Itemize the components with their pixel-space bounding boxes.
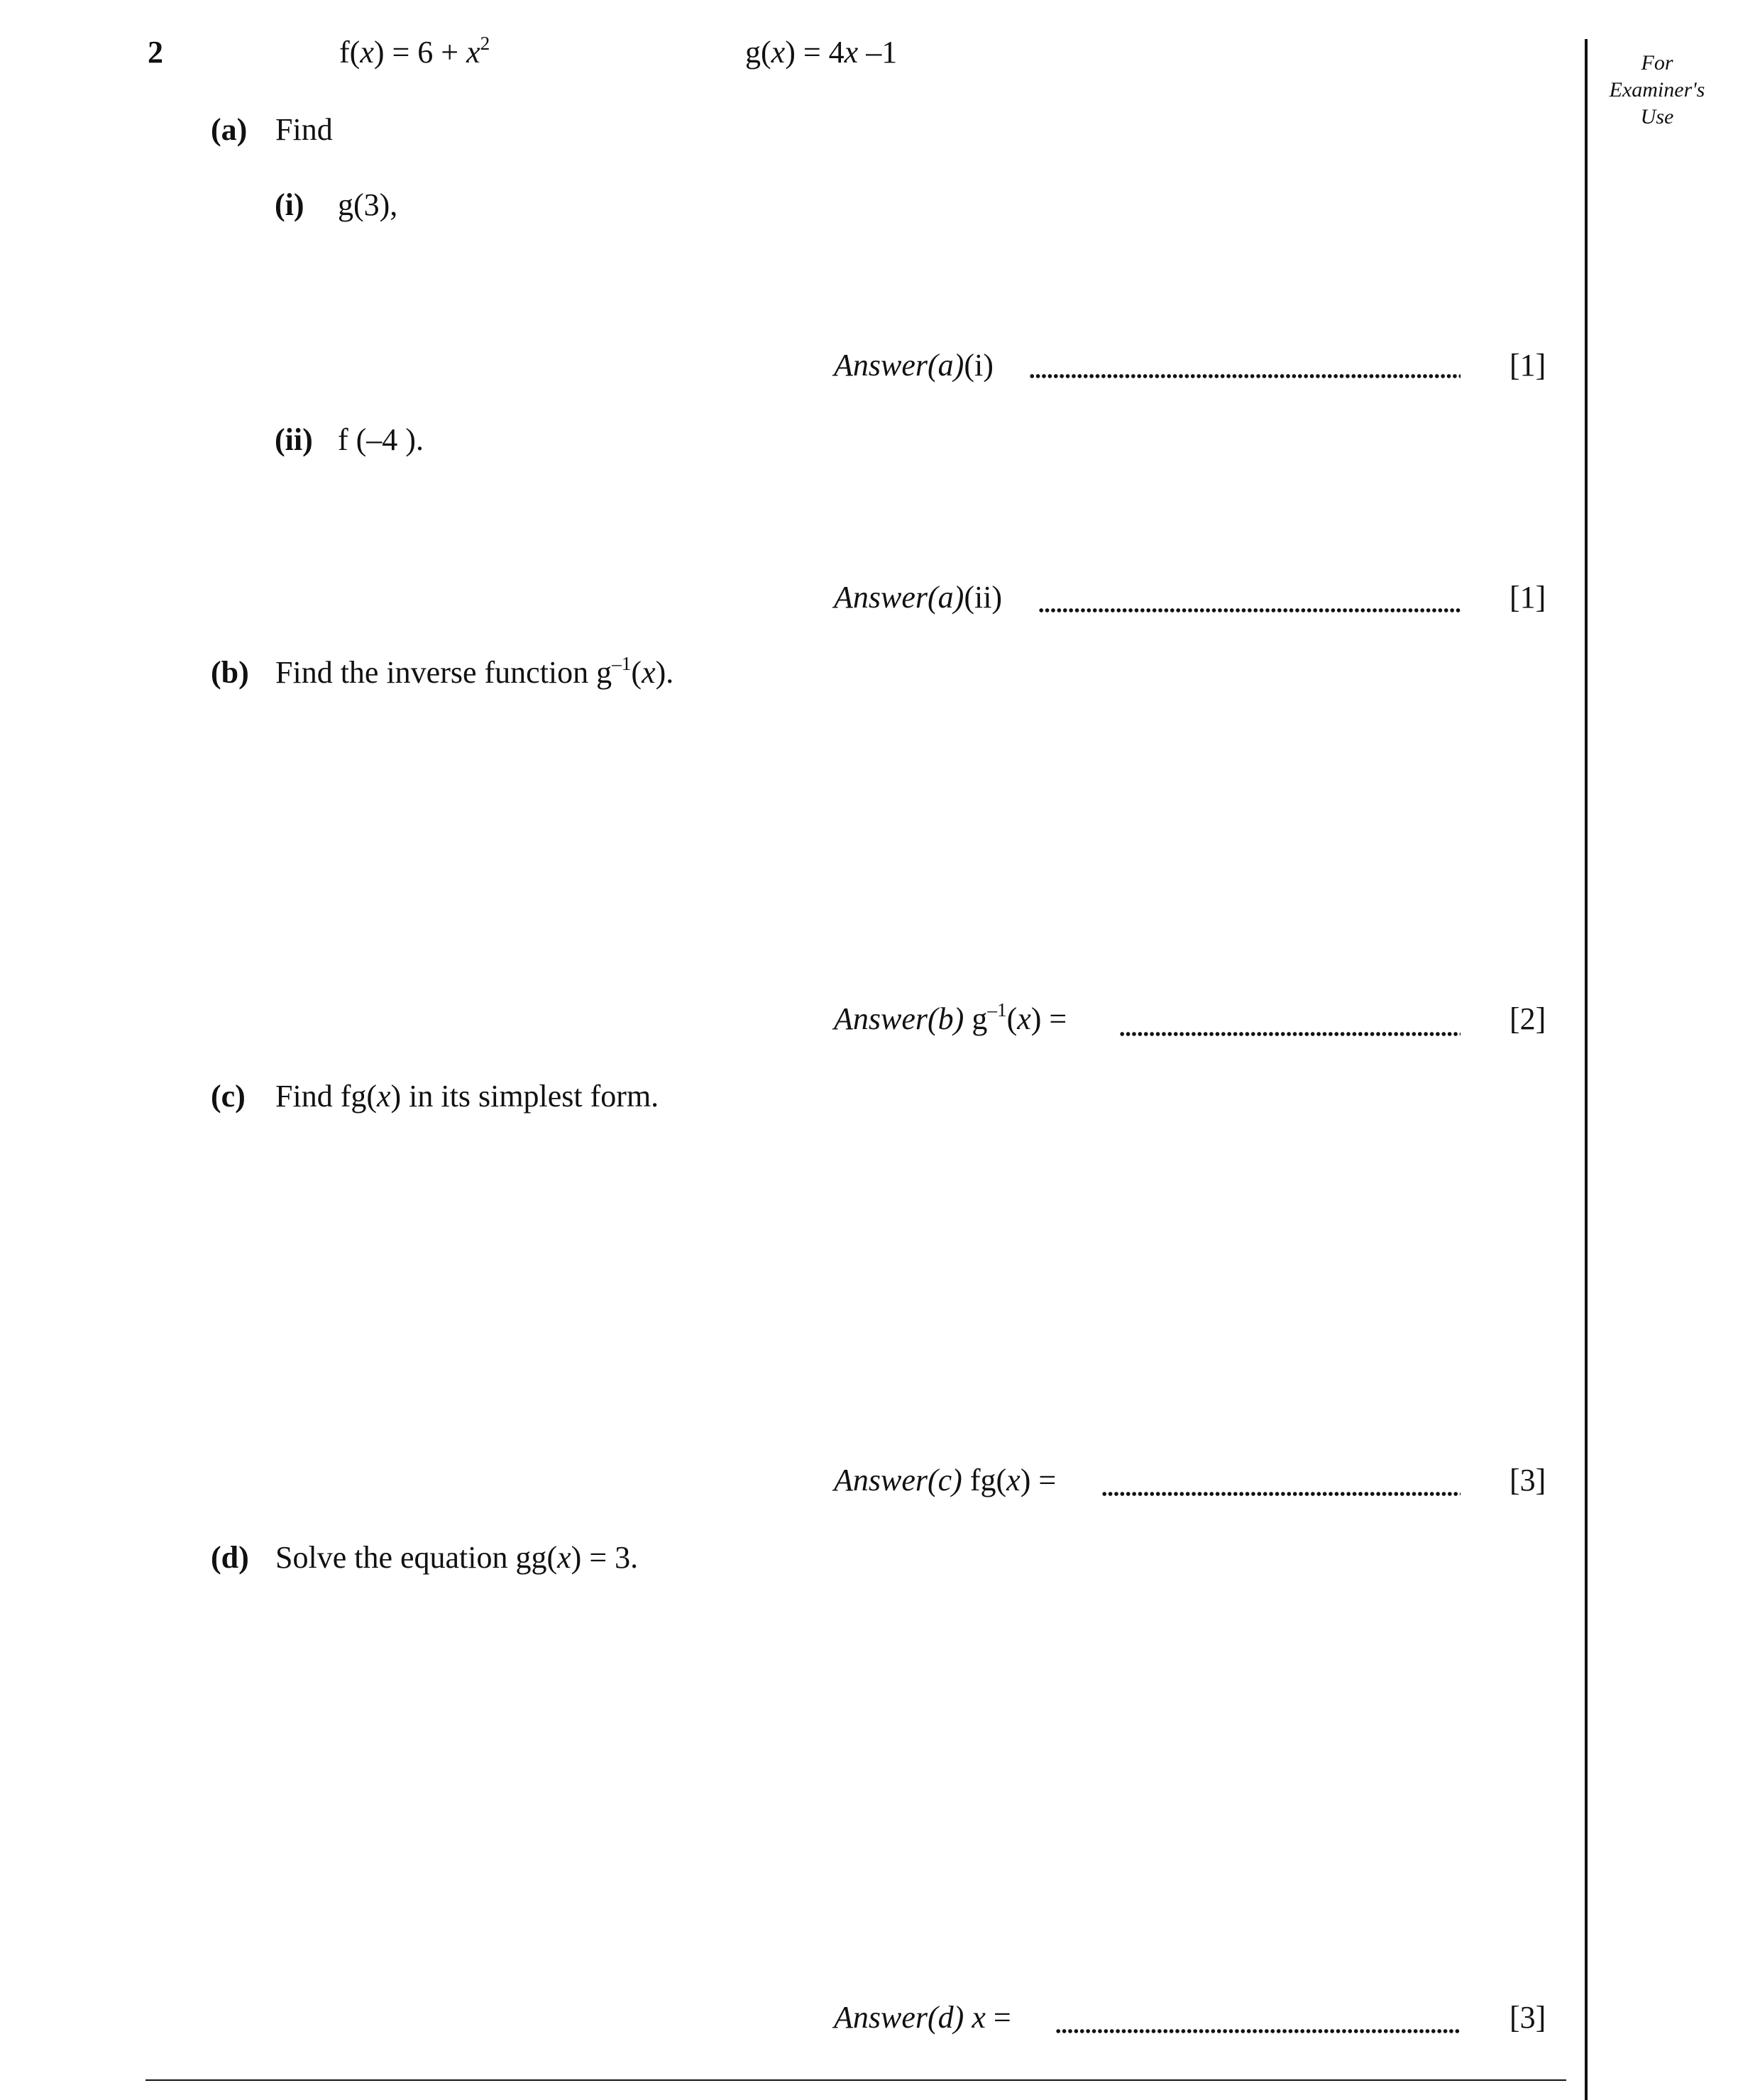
definition-f-var2: x [466,35,480,70]
definition-f-prefix: f( [339,35,361,70]
answer-a-ii-field[interactable] [1038,607,1461,614]
definition-f [339,32,490,70]
examiner-use-label [1604,50,1710,131]
answer-b-power: –1 [987,999,1007,1021]
answer-c-after: ) = [1020,1463,1057,1497]
part-c-var: x [377,1079,391,1114]
part-c-text-after: ) in its simplest form. [390,1079,659,1114]
mark-b: [2] [1509,1001,1546,1036]
part-c-label: (c) [211,1079,246,1114]
answer-a-i-field[interactable] [1029,373,1461,380]
definition-f-mid: ) = 6 + [373,35,467,70]
answer-c-field[interactable] [1101,1490,1461,1497]
part-a-ii-text: f (–4 ). [338,422,424,457]
mark-c: [3] [1509,1463,1546,1497]
answer-c-before: fg( [962,1463,1007,1497]
answer-d-prefix: Answer(d) [834,2000,964,2035]
part-d-text-after: ) = 3. [571,1540,639,1575]
answer-b-prefix: Answer(b) [834,1001,964,1036]
part-b-label: (b) [211,655,249,690]
answer-a-ii-prefix: Answer(a) [834,580,964,615]
mark-d: [3] [1509,2000,1546,2035]
answer-b-label [834,999,1067,1036]
mark-a-i: [1] [1509,348,1546,383]
bottom-rule [145,2079,1566,2081]
examiner-margin-line [1585,39,1588,2100]
answer-a-ii-label [834,582,1002,613]
question-number: 2 [148,35,163,70]
part-b-power: –1 [612,652,632,674]
part-a-ii-label: (ii) [275,422,313,457]
part-d-text-before: Solve the equation gg( [275,1540,558,1575]
definition-g-prefix: g( [745,35,771,70]
part-b-text-after: ). [655,655,674,690]
definition-g-suffix: –1 [858,35,898,70]
answer-d-field[interactable] [1055,2028,1461,2035]
answer-a-i-label [834,350,994,381]
part-b-paren: ( [631,655,642,690]
answer-b-close: ) = [1030,1001,1067,1036]
examiner-line-1: For [1641,51,1673,75]
definition-g-mid: ) = 4 [785,35,845,70]
part-a-i-label: (i) [275,187,304,222]
part-d-var: x [557,1540,571,1575]
part-b-var: x [642,655,656,690]
part-c-text [275,1081,659,1112]
answer-d-after: = [985,2000,1011,2035]
part-b-text-before: Find the inverse function g [275,655,612,690]
examiner-line-2: Examiner's [1609,78,1705,101]
part-d-text [275,1542,638,1573]
part-a-label: (a) [211,112,248,147]
answer-c-label [834,1465,1056,1496]
answer-d-label [834,2002,1011,2033]
answer-d-var: x [964,2000,986,2035]
answer-b-g: g [964,1001,988,1036]
answer-c-prefix: Answer(c) [834,1463,962,1497]
mark-a-ii: [1] [1509,580,1546,615]
part-c-text-before: Find fg( [275,1079,377,1114]
definition-g-var2: x [844,35,859,70]
definition-g [745,37,897,68]
part-d-label: (d) [211,1540,249,1575]
definition-f-var: x [360,35,374,70]
answer-a-i-suffix: (i) [964,348,994,383]
answer-a-ii-suffix: (ii) [964,580,1003,615]
answer-b-var: x [1017,1001,1031,1036]
part-a-text: Find [275,112,333,147]
answer-b-field[interactable] [1119,1030,1461,1038]
definition-g-var: x [771,35,786,70]
answer-b-open: ( [1006,1001,1018,1036]
answer-c-var: x [1006,1463,1021,1497]
examiner-line-3: Use [1640,105,1674,128]
answer-a-i-prefix: Answer(a) [834,348,964,383]
part-a-i-text: g(3), [338,187,398,222]
part-b-text [275,652,674,690]
definition-f-power: 2 [480,32,490,54]
